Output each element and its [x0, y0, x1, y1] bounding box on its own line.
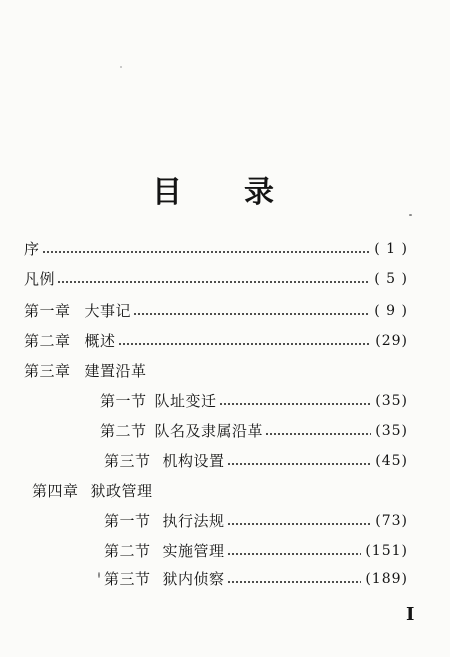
toc-entry-chapter-4[interactable]: [32, 478, 408, 504]
chapter-number: 第一章: [24, 302, 71, 320]
toc-entry-section-3-3[interactable]: [104, 448, 408, 474]
title-char-2: 录: [244, 175, 274, 210]
chapter-number: 第二章: [24, 332, 71, 350]
chapter-number: 第四章: [32, 482, 79, 500]
title-char-1: 目: [152, 175, 182, 210]
toc-entry-guide[interactable]: [24, 266, 408, 292]
toc-entry-preface[interactable]: [24, 236, 408, 262]
toc-page-number: (35): [375, 423, 408, 439]
toc-page-number: ( 9 ): [374, 303, 408, 319]
section-title: 机构设置: [162, 452, 225, 470]
section-number: 第三节: [104, 570, 151, 588]
leader-dots: [42, 251, 371, 253]
leader-dots: [57, 281, 370, 283]
chapter-title: 狱政管理: [90, 482, 153, 500]
section-number: 第一节: [100, 392, 147, 410]
toc-page-number: (189): [365, 571, 408, 587]
section-number: 第一节: [104, 512, 151, 530]
toc-page-number: (73): [375, 513, 408, 529]
page-folio: I: [406, 604, 415, 625]
section-title: 队名及隶属沿革: [154, 422, 264, 440]
chapter-title: 概述: [84, 332, 116, 350]
leader-dots: [227, 581, 362, 583]
toc-page-number: ( 5 ): [374, 271, 408, 287]
scan-speck: [409, 214, 412, 216]
toc-entry-label: 序: [24, 240, 40, 258]
toc-page-number: (35): [375, 393, 408, 409]
section-title: 执行法规: [162, 512, 225, 530]
section-title: 狱内侦察: [162, 570, 225, 588]
chapter-title: 建置沿革: [84, 362, 147, 380]
chapter-title: 大事记: [84, 302, 132, 320]
section-number: 第二节: [100, 422, 147, 440]
section-title: 实施管理: [162, 542, 225, 560]
toc-page-number: (151): [365, 543, 408, 559]
toc-entry-chapter-2[interactable]: [24, 328, 408, 354]
chapter-number: 第三章: [24, 362, 71, 380]
leader-dots: [265, 433, 371, 435]
toc-entry-label: 凡例: [24, 270, 56, 288]
toc-entry-section-3-1[interactable]: [100, 388, 408, 414]
toc-entry-section-4-3[interactable]: [104, 566, 408, 592]
leader-dots: [118, 343, 372, 345]
toc-entry-section-4-1[interactable]: [104, 508, 408, 534]
toc-page-number: ( 1 ): [374, 241, 408, 257]
section-title: 队址变迁: [154, 392, 217, 410]
leader-dots: [219, 403, 372, 405]
leader-dots: [227, 553, 362, 555]
leader-dots: [133, 313, 370, 315]
scan-speck: [120, 66, 122, 68]
scan-speck: [98, 572, 100, 578]
toc-entry-section-4-2[interactable]: [104, 538, 408, 564]
section-number: 第二节: [104, 542, 151, 560]
toc-entry-chapter-1[interactable]: [24, 298, 408, 324]
toc-page-number: (29): [375, 333, 408, 349]
leader-dots: [227, 523, 372, 525]
leader-dots: [227, 463, 372, 465]
toc-page-number: (45): [375, 453, 408, 469]
toc-entry-chapter-3[interactable]: [24, 358, 408, 384]
section-number: 第三节: [104, 452, 151, 470]
toc-entry-section-3-2[interactable]: [100, 418, 408, 444]
